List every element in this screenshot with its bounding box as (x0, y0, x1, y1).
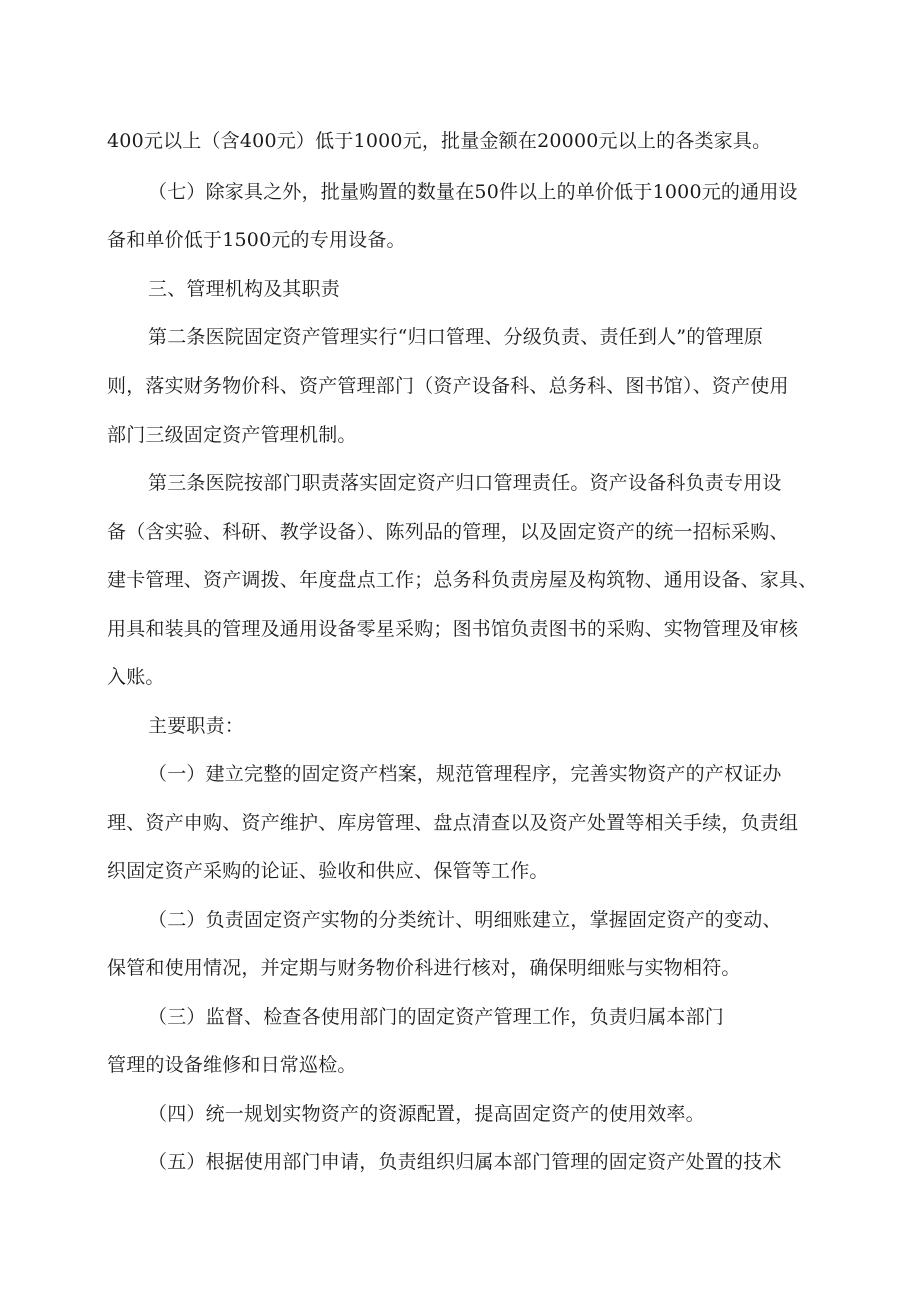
text-line: 部门三级固定资产管理机制。 (107, 424, 357, 446)
text-line: 理、资产申购、资产维护、库房管理、盘点清查以及资产处置等相关手续，负责组 (107, 812, 799, 834)
text-line: （一）建立完整的固定资产档案，规范管理程序，完善实物资产的产权证办 (148, 763, 782, 785)
text-line: 建卡管理、资产调拨、年度盘点工作；总务科负责房屋及构筑物、通用设备、家具、 (107, 569, 818, 591)
text-line: （五）根据使用部门申请，负责组织归属本部门管理的固定资产处置的技术 (148, 1151, 782, 1173)
text-line: 用具和装具的管理及通用设备零星采购；图书馆负责图书的采购、实物管理及审核 (107, 618, 799, 640)
text-line: 400元以上（含400元）低于1000元，批量金额在20000元以上的各类家具。 (107, 130, 772, 152)
text-line: 第二条医院固定资产管理实行“归口管理、分级负责、责任到人”的管理原 (148, 326, 764, 348)
text-line: （三）监督、检查各使用部门的固定资产管理工作，负责归属本部门 (148, 1006, 725, 1028)
text-line: 入账。 (107, 666, 165, 688)
text-line: （二）负责固定资产实物的分类统计、明细账建立，掌握固定资产的变动、 (148, 909, 782, 931)
text-line: 织固定资产采购的论证、验收和供应、保管等工作。 (107, 860, 549, 882)
text-line: 管理的设备维修和日常巡检。 (107, 1054, 357, 1076)
text-line: 则，落实财务物价科、资产管理部门（资产设备科、总务科、图书馆）、资产使用 (107, 375, 789, 397)
text-line: 第三条医院按部门职责落实固定资产归口管理责任。资产设备科负责专用设 (148, 472, 782, 494)
section-heading: 三、管理机构及其职责 (148, 278, 341, 300)
text-line: 保管和使用情况，并定期与财务物价科进行核对，确保明细账与实物相符。 (107, 957, 741, 979)
text-line: 备和单价低于1500元的专用设备。 (107, 229, 406, 251)
text-line: （四）统一规划实物资产的资源配置，提高固定资产的使用效率。 (148, 1103, 705, 1125)
text-line: 主要职责： (148, 715, 245, 737)
text-line: 备（含实验、科研、教学设备）、陈列品的管理，以及固定资产的统一招标采购、 (107, 521, 789, 543)
text-line: （七）除家具之外，批量购置的数量在50件以上的单价低于1000元的通用设 (148, 181, 798, 203)
